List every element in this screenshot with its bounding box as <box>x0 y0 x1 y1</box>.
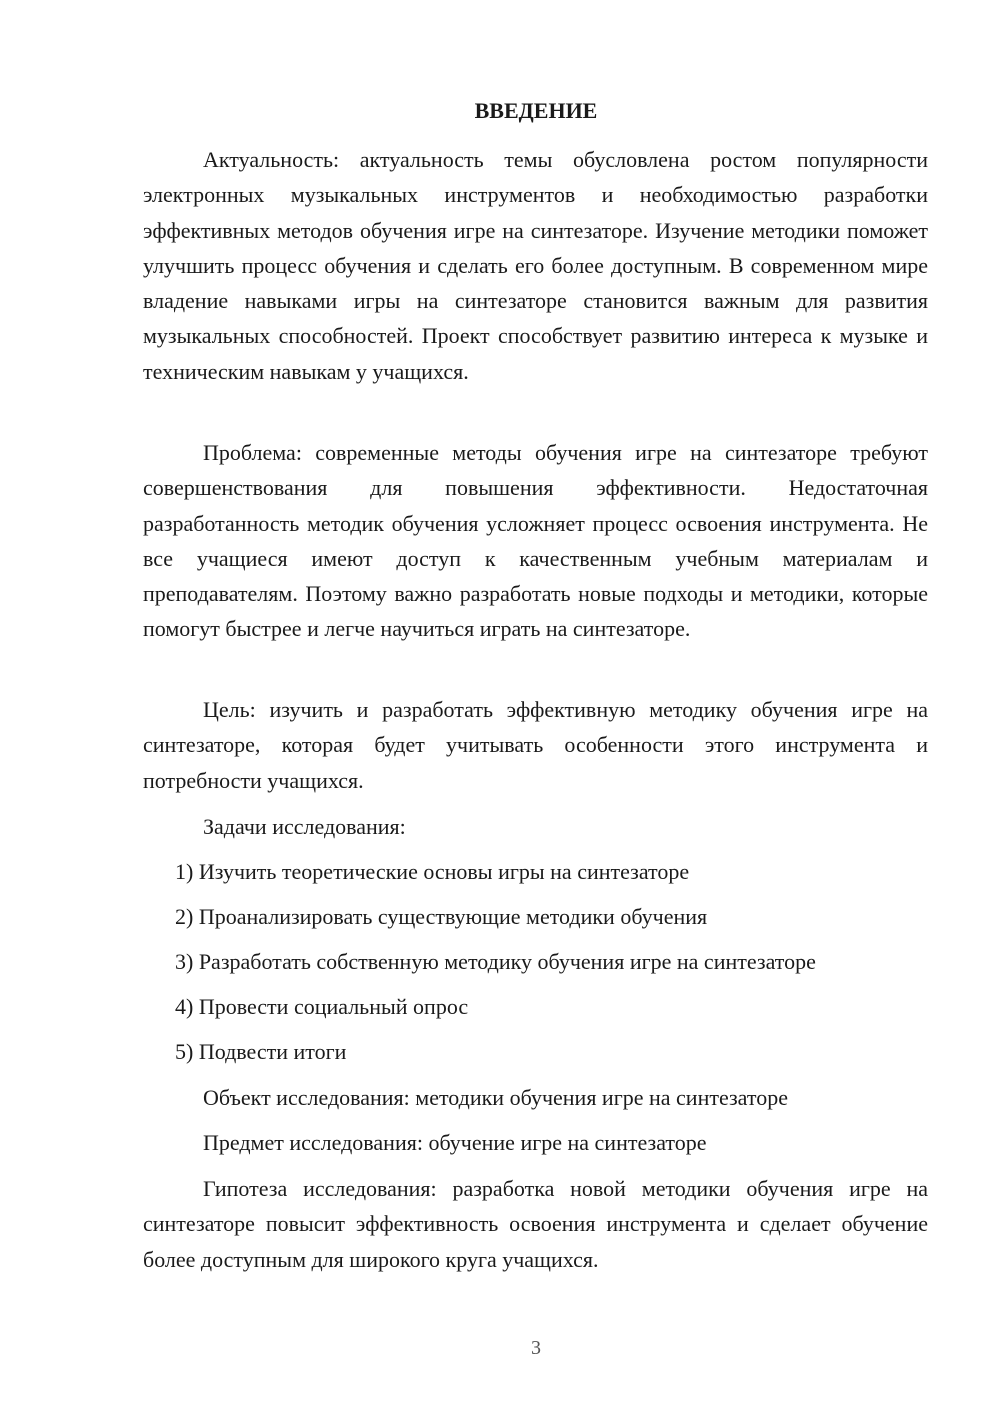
task-item-4: 4) Провести социальный опрос <box>175 994 469 1019</box>
tasks-heading: Задачи исследования: <box>203 814 406 839</box>
task-item-1: 1) Изучить теоретические основы игры на синтезаторе <box>175 859 690 884</box>
paragraph-goal: Цель: изучить и разработать эффективную методику обучения игре на синтезаторе, которая будет учитывать особенности этого инструмента и потребности учащихся. <box>143 697 928 793</box>
task-item-2: 2) Проанализировать существующие методики обучения <box>175 904 708 929</box>
task-item-5: 5) Подвести итоги <box>175 1039 347 1064</box>
paragraph-problem: Проблема: современные методы обучения игре на синтезаторе требуют совершенствования для повышения эффективности. Недостаточная разработанность методик обучения усложняет процесс освоения инструмента. Не все учащиеся имеют доступ к качественным учебным материалам и преподавателям. Поэтому важно разработать новые подходы и методики, которые помогут быстрее и легче научиться играть на синтезаторе. <box>143 440 928 642</box>
paragraph-hypothesis: Гипотеза исследования: разработка новой методики обучения игре на синтезаторе повысит эффективность освоения инструмента и сделает обучение более доступным для широкого круга учащихся. <box>143 1176 928 1272</box>
page-title: ВВЕДЕНИЕ <box>474 98 598 123</box>
paragraph-relevance: Актуальность: актуальность темы обусловлена ростом популярности электронных музыкальных инструментов и необходимостью разработки эффективных методов обучения игре на синтезаторе. Изучение методики поможет улучшить процесс обучения и сделать его более доступным. В современном мире владение навыками игры на синтезаторе становится важным для развития музыкальных способностей. Проект способствует развитию интереса к музыке и техническим навыкам у учащихся. <box>143 147 928 384</box>
task-item-3: 3) Разработать собственную методику обучения игре на синтезаторе <box>175 949 816 974</box>
page-number: 3 <box>531 1337 541 1359</box>
research-subject: Предмет исследования: обучение игре на синтезаторе <box>203 1130 707 1155</box>
research-object: Объект исследования: методики обучения игре на синтезаторе <box>203 1085 788 1110</box>
